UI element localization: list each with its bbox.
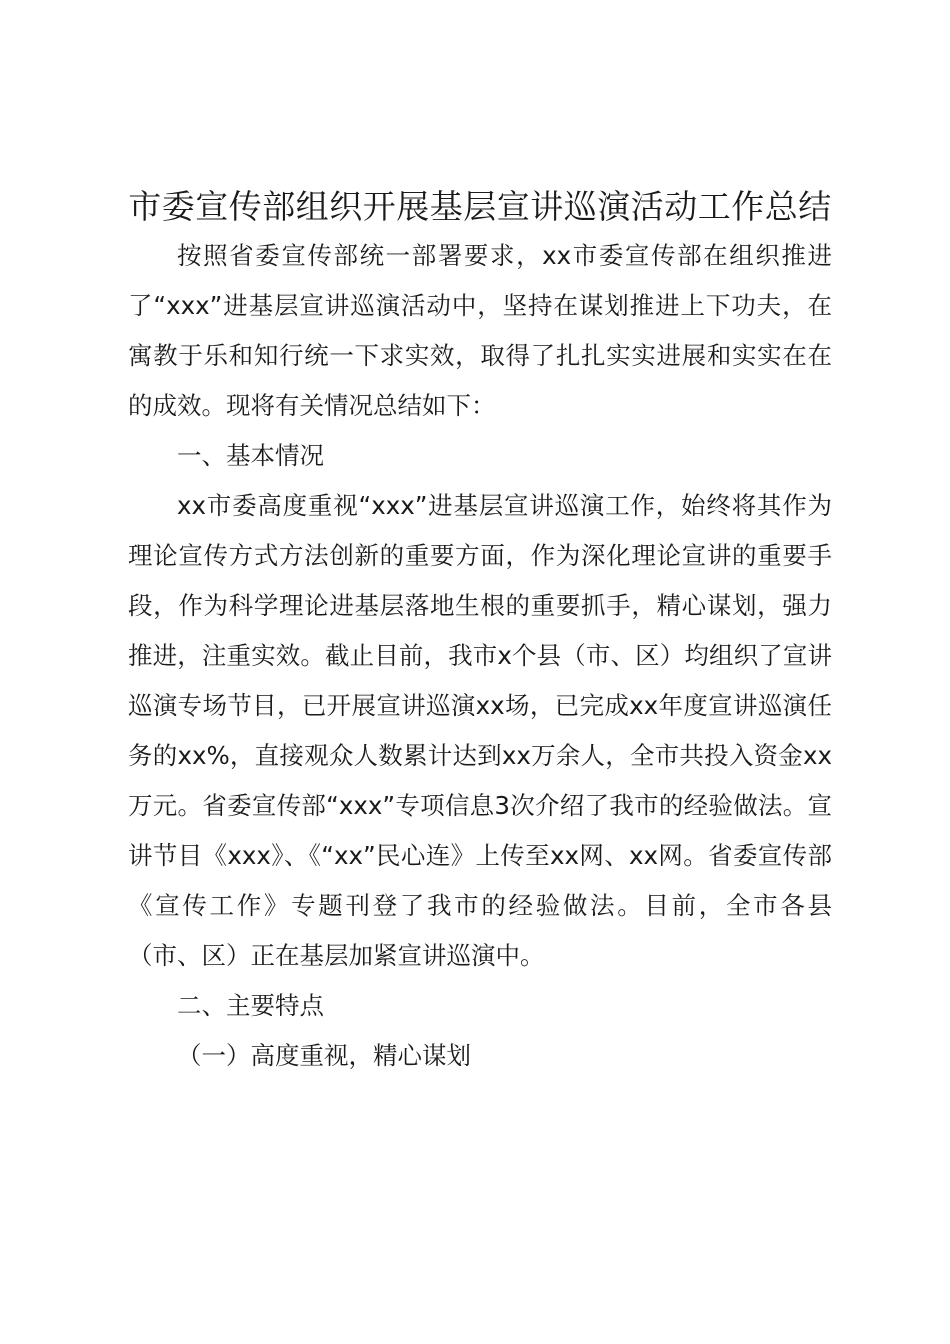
basic-situation-paragraph: xx市委高度重视“xxx”进基层宣讲巡演工作，始终将其作为理论宣传方式方法创新的重要方面，作为深化理论宣讲的重要手段，作为科学理论进基层落地生根的重要抓手，精心谋划，强力推进，注重实效。截止目前，我市x个县（市、区）均组织了宣讲巡演专场节目，已开展宣讲巡演xx场，已完成xx年度宣讲巡演任务的xx%，直接观众人数累计达到xx万余人，全市共投入资金xx万元。省委宣传部“xxx”专项信息3次介绍了我市的经验做法。宣讲节目《xxx》、《“xx”民心连》上传至xx网、xx网。省委宣传部《宣传工作》专题刊登了我市的经验做法。目前，全市各县（市、区）正在基层加紧宣讲巡演中。 <box>128 491 832 970</box>
document-page <box>128 182 832 1081</box>
subsection-heading-1: （一）高度重视，精心谋划 <box>177 1041 471 1070</box>
intro-paragraph: 按照省委宣传部统一部署要求，xx市委宣传部在组织推进了“xxx”进基层宣讲巡演活动中，坚持在谋划推进上下功夫，在寓教于乐和知行统一下求实效，取得了扎扎实实进展和实实在在的成效。现将有关情况总结如下： <box>128 241 832 420</box>
section-heading-main-features: 二、主要特点 <box>177 991 324 1020</box>
document-title: 市委宣传部组织开展基层宣讲巡演活动工作总结 <box>128 187 832 226</box>
section-heading-basic-situation: 一、基本情况 <box>177 441 324 470</box>
